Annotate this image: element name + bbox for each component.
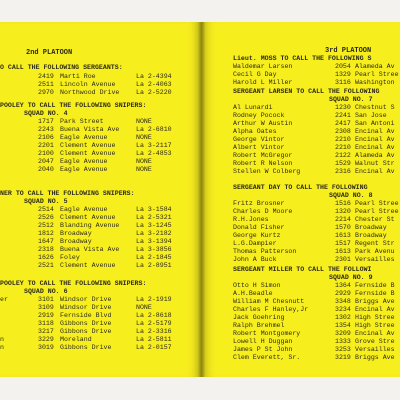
- entry-phone: NONE: [136, 118, 152, 125]
- lieutenant-heading: Lieut. MOSS TO CALL THE FOLLOWING S: [233, 55, 372, 62]
- squad-number: SQUAD NO. 6: [24, 288, 68, 295]
- entry-street: Briggs Ave: [355, 298, 395, 305]
- entry-name: Fritz Brosner: [233, 200, 285, 207]
- entry-name: Clem Everett, Sr.: [233, 354, 301, 361]
- entry-phone: La 3-1394: [136, 238, 172, 245]
- entry-number: 2106: [38, 134, 54, 141]
- entry-number: 1613: [335, 232, 351, 239]
- entry-number: 2301: [335, 256, 351, 263]
- entry-number: 2318: [38, 246, 54, 253]
- entry-number: 1613: [335, 248, 351, 255]
- entry-street: Walnut Str: [355, 160, 395, 167]
- squad-heading: POOLEY TO CALL THE FOLLOWING SNIPERS:: [0, 280, 147, 287]
- entry-street: Blanding Avenue: [60, 222, 120, 229]
- entry-number: 1333: [335, 338, 351, 345]
- entry-number: 1320: [335, 208, 351, 215]
- entry-name: Harold L Miller: [233, 79, 293, 86]
- entry-phone: NONE: [136, 158, 152, 165]
- entry-phone: La 2-4853: [136, 150, 172, 157]
- entry-number: 2122: [335, 152, 351, 159]
- entry-phone: La 3-2117: [136, 142, 172, 149]
- platoon-heading: 3rd PLATOON: [325, 47, 372, 55]
- entry-number: 1230: [335, 104, 351, 111]
- entry-number: 2308: [335, 128, 351, 135]
- entry-number: 2201: [38, 142, 54, 149]
- entry-number: 1812: [38, 230, 54, 237]
- entry-number: 2526: [38, 214, 54, 221]
- entry-street: Windsor Drive: [60, 304, 112, 311]
- entry-name: Otto H Simon: [233, 282, 281, 289]
- entry-name: Donald Fisher: [233, 224, 285, 231]
- entry-street: High Stree: [355, 322, 395, 329]
- entry-number: 3217: [38, 328, 54, 335]
- entry-street: Broadway: [60, 238, 92, 245]
- entry-street: Moreland: [60, 336, 92, 343]
- entry-street: Clement Avenue: [60, 262, 116, 269]
- entry-number: 2512: [38, 222, 54, 229]
- entry-phone: La 2-6810: [136, 126, 172, 133]
- entry-street: Briggs Ave: [355, 354, 395, 361]
- entry-street: Eagle Avenue: [60, 206, 108, 213]
- entry-name: Alpha Oates: [233, 128, 277, 135]
- squad-heading: NER TO CALL THE FOLLOWING SNIPERS:: [0, 190, 135, 197]
- entry-name: A.H.Beadle: [233, 290, 273, 297]
- entry-street: Encinal Av: [355, 136, 395, 143]
- open-booklet: [0, 22, 400, 377]
- entry-name: n: [0, 336, 4, 343]
- entry-name: Lowell H Duggan: [233, 338, 293, 345]
- squad-number: SQUAD NO. 8: [329, 192, 373, 199]
- entry-name: Charles D Moore: [233, 208, 293, 215]
- entry-number: 2521: [38, 262, 54, 269]
- entry-number: 1364: [335, 282, 351, 289]
- platoon-heading: 2nd PLATOON: [26, 49, 73, 57]
- entry-number: 3348: [335, 298, 351, 305]
- entry-name: George Vintor: [233, 136, 285, 143]
- entry-street: Broadway: [355, 232, 387, 239]
- entry-street: Fernside Blvd: [60, 312, 112, 319]
- entry-name: Cecil G Day: [233, 71, 277, 78]
- entry-number: 3118: [38, 320, 54, 327]
- squad-number: SQUAD NO. 5: [24, 198, 68, 205]
- entry-name: Arthur W Austin: [233, 120, 293, 127]
- entry-street: Park Street: [60, 118, 104, 125]
- entry-phone: La 2-1919: [136, 296, 172, 303]
- entry-name: Thomas Patterson: [233, 248, 297, 255]
- entry-number: 3229: [38, 336, 54, 343]
- entry-name: Waldemar Larsen: [233, 63, 293, 70]
- entry-street: Gibbons Drive: [60, 328, 112, 335]
- entry-street: Eagle Avenue: [60, 134, 108, 141]
- squad-heading: SERGEANT LARSEN TO CALL THE FOLLOWING: [233, 88, 380, 95]
- entry-number: 2241: [335, 112, 351, 119]
- entry-street: Encinal Av: [355, 144, 395, 151]
- entry-name: R.H.Jones: [233, 216, 269, 223]
- entry-street: Alameda Av: [355, 63, 395, 70]
- entry-number: 2316: [335, 168, 351, 175]
- entry-number: 2417: [335, 120, 351, 127]
- entry-street: Gibbons Drive: [60, 320, 112, 327]
- entry-number: 2100: [38, 150, 54, 157]
- entry-number: 1516: [335, 200, 351, 207]
- entry-street: Fernside B: [355, 282, 395, 289]
- entry-name: Jack Goehring: [233, 314, 285, 321]
- entry-number: 2514: [38, 206, 54, 213]
- entry-street: San Jose: [355, 112, 387, 119]
- entry-number: 3116: [335, 79, 351, 86]
- squad-heading: SERGEANT MILLER TO CALL THE FOLLOWI: [233, 266, 372, 273]
- entry-street: Regent Str: [355, 240, 395, 247]
- entry-street: Versailles: [355, 256, 395, 263]
- entry-number: 2040: [38, 166, 54, 173]
- entry-name: William M Chesnutt: [233, 298, 305, 305]
- entry-street: Pearl Stree: [355, 71, 399, 78]
- entry-number: 3019: [38, 344, 54, 351]
- entry-name: Ralph Brehmel: [233, 322, 285, 329]
- entry-name: James P St John: [233, 346, 293, 353]
- entry-street: Grove Stre: [355, 338, 395, 345]
- entry-phone: La 3-3856: [136, 246, 172, 253]
- entry-street: Alameda Av: [355, 152, 395, 159]
- entry-number: 1717: [38, 118, 54, 125]
- entry-phone: La 2-0157: [136, 344, 172, 351]
- entry-number: 2511: [38, 81, 54, 88]
- entry-street: Encinal Av: [355, 168, 395, 175]
- entry-street: Encinal Av: [355, 128, 395, 135]
- entry-street: Pearl Stree: [355, 200, 399, 207]
- entry-number: 3219: [335, 354, 351, 361]
- squad-heading: SERGEANT DAY TO CALL THE FOLLOWING: [233, 184, 368, 191]
- entry-number: 3253: [335, 346, 351, 353]
- entry-number: 1626: [38, 254, 54, 261]
- entry-phone: La 2-8618: [136, 312, 172, 319]
- entry-number: 2419: [38, 73, 54, 80]
- right-page: [205, 22, 400, 377]
- entry-street: Lincoln Avenue: [60, 81, 116, 88]
- entry-name: Rodney Pocock: [233, 112, 285, 119]
- entry-name: John A Buck: [233, 256, 277, 263]
- entry-name: Albert Vintor: [233, 144, 285, 151]
- entry-number: 1517: [335, 240, 351, 247]
- entry-number: 1647: [38, 238, 54, 245]
- entry-street: Clement Avenue: [60, 214, 116, 221]
- entry-street: Fernside B: [355, 290, 395, 297]
- entry-number: 1529: [335, 160, 351, 167]
- entry-number: 2243: [38, 126, 54, 133]
- entry-number: 2054: [335, 63, 351, 70]
- entry-number: 3209: [335, 330, 351, 337]
- left-page: [0, 22, 198, 377]
- entry-street: Encinal Av: [355, 306, 395, 313]
- entry-phone: La 2-3316: [136, 328, 172, 335]
- squad-number: SQUAD NO. 7: [329, 96, 373, 103]
- entry-street: Windsor Drive: [60, 296, 112, 303]
- entry-number: 2214: [335, 216, 351, 223]
- entry-name: Charles F Hanley,Jr: [233, 306, 309, 313]
- entry-phone: NONE: [136, 304, 152, 311]
- entry-number: 2210: [335, 136, 351, 143]
- entry-phone: La 2-5179: [136, 320, 172, 327]
- entry-phone: La 2-5321: [136, 214, 172, 221]
- entry-street: Marti Roe: [60, 73, 96, 80]
- entry-street: Gibbons Drive: [60, 344, 112, 351]
- entry-phone: NONE: [136, 166, 152, 173]
- entry-number: 2210: [335, 144, 351, 151]
- entry-street: Park Avenu: [355, 248, 395, 255]
- entry-name: George Kurtz: [233, 232, 281, 239]
- entry-name: L.G.Dampier: [233, 240, 277, 247]
- entry-number: 1329: [335, 71, 351, 78]
- entry-number: 2919: [38, 312, 54, 319]
- entry-phone: NONE: [136, 134, 152, 141]
- entry-street: Washington: [355, 79, 395, 86]
- entry-number: 3109: [38, 304, 54, 311]
- entry-street: Versailles: [355, 346, 395, 353]
- entry-number: 1354: [335, 322, 351, 329]
- entry-name: Robert Montgomery: [233, 330, 301, 337]
- entry-name: Robert R Nelson: [233, 160, 293, 167]
- entry-name: n: [0, 344, 4, 351]
- entry-number: 2047: [38, 158, 54, 165]
- entry-number: 3234: [335, 306, 351, 313]
- entry-street: Encinal Av: [355, 330, 395, 337]
- entry-number: 1302: [335, 314, 351, 321]
- entry-number: 2929: [335, 290, 351, 297]
- entry-number: 2970: [38, 89, 54, 96]
- entry-street: Eagle Avenue: [60, 166, 108, 173]
- entry-street: Buena Vista Ave: [60, 126, 120, 133]
- booklet-gutter: [198, 22, 205, 377]
- sergeants-heading: O CALL THE FOLLOWING SERGEANTS:: [0, 64, 123, 71]
- entry-street: Broadway: [355, 224, 387, 231]
- entry-street: Foley: [60, 254, 80, 261]
- entry-street: High Stree: [355, 314, 395, 321]
- entry-street: Chester St: [355, 216, 395, 223]
- entry-phone: La 2-5811: [136, 336, 172, 343]
- entry-phone: La 2-5220: [136, 89, 172, 96]
- entry-name: Robert McGregor: [233, 152, 293, 159]
- entry-street: Northwood Drive: [60, 89, 120, 96]
- entry-street: Eagle Avenue: [60, 158, 108, 165]
- entry-street: Buena Vista Ave: [60, 246, 120, 253]
- squad-number: SQUAD NO. 9: [329, 274, 373, 281]
- entry-name: Stellen W Colberg: [233, 168, 301, 175]
- entry-phone: La 2-1845: [136, 254, 172, 261]
- entry-name: Al Lunardi: [233, 104, 273, 111]
- entry-street: Broadway: [60, 230, 92, 237]
- entry-phone: La 2-4394: [136, 73, 172, 80]
- entry-phone: La 3-1245: [136, 222, 172, 229]
- entry-name: er: [0, 296, 8, 303]
- entry-street: San Antoni: [355, 120, 395, 127]
- entry-street: Pearl Stree: [355, 208, 399, 215]
- entry-number: 3101: [38, 296, 54, 303]
- entry-phone: La 2-8951: [136, 262, 172, 269]
- entry-street: Chestnut S: [355, 104, 395, 111]
- entry-phone: La 3-1584: [136, 206, 172, 213]
- entry-phone: La 3-2182: [136, 230, 172, 237]
- entry-street: Clement Avenue: [60, 150, 116, 157]
- squad-number: SQUAD NO. 4: [24, 110, 68, 117]
- entry-number: 1570: [335, 224, 351, 231]
- entry-street: Clement Avenue: [60, 142, 116, 149]
- entry-phone: La 2-4063: [136, 81, 172, 88]
- squad-heading: POOLEY TO CALL THE FOLLOWING SNIPERS:: [0, 102, 147, 109]
